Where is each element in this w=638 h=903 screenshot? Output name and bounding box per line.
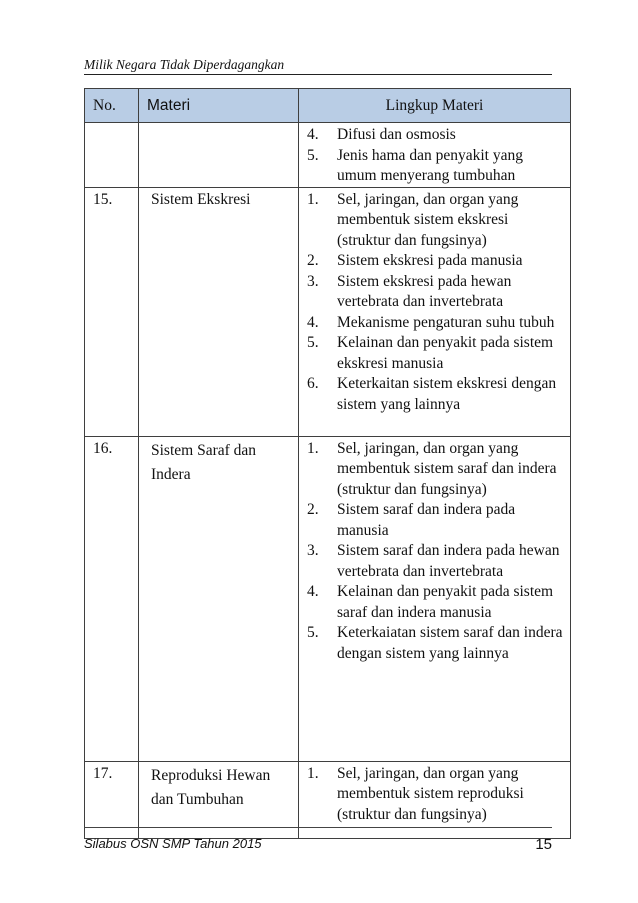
materi-text: Sistem Ekskresi [151, 190, 251, 208]
list-item [305, 500, 564, 541]
list-item-number: 2. [307, 252, 319, 269]
list-item-number: 1. [307, 439, 319, 457]
list-item-text: Difusi dan osmosis [337, 126, 456, 143]
row-number-cell: 17. [85, 761, 139, 838]
list-item-number: 4. [307, 583, 319, 600]
table-header-row [85, 89, 571, 123]
materi-cell [139, 436, 299, 761]
list-item [305, 313, 564, 334]
list-item-number: 2. [307, 501, 319, 518]
syllabus-table [84, 88, 571, 839]
list-item-text: Keterkaitan sistem ekskresi dengan sistem yang lainnya [337, 375, 557, 413]
column-header-lingkup-materi: Lingkup Materi [299, 89, 571, 123]
list-item-number: 1. [307, 190, 319, 208]
list-item [305, 764, 564, 826]
list-item-text: Kelainan dan penyakit pada sistem ekskresi manusia [337, 334, 554, 372]
materi-text: Sistem Saraf dan [151, 441, 257, 459]
row-number-cell: 16. [85, 436, 139, 761]
materi-cell [139, 123, 299, 188]
list-item-text: Sistem ekskresi pada manusia [337, 252, 523, 269]
materi-text: Reproduksi Hewan [151, 766, 271, 784]
page-number: 15 [535, 836, 552, 853]
list-item-text: Kelainan dan penyakit pada sistem saraf dan indera manusia [337, 583, 554, 621]
list-item [305, 272, 564, 313]
list-item-text: Sel, jaringan, dan organ yang membentuk sistem reproduksi (struktur dan fungsinya) [337, 764, 524, 823]
list-item-number: 4. [307, 126, 319, 143]
list-item-text: Sistem saraf dan indera pada manusia [337, 501, 516, 539]
footer-text: Silabus OSN SMP Tahun 2015 [84, 836, 262, 851]
row-number-cell [85, 123, 139, 188]
list-item-number: 1. [307, 764, 319, 782]
materi-text: Indera [151, 465, 191, 483]
page-footer [84, 827, 552, 851]
list-item-number: 4. [307, 313, 319, 331]
lingkup-list [305, 439, 564, 665]
table-row [85, 436, 571, 761]
list-item [305, 125, 564, 146]
materi-cell [139, 187, 299, 436]
lingkup-cell [299, 187, 571, 436]
list-item [305, 541, 564, 582]
table-row [85, 123, 571, 188]
list-item [305, 374, 564, 415]
column-header-no: No. [85, 89, 139, 123]
list-item-text: Keterkaiatan sistem saraf dan indera dengan sistem yang lainnya [337, 624, 563, 662]
list-item-number: 3. [307, 542, 319, 559]
list-item [305, 582, 564, 623]
lingkup-list [305, 125, 564, 187]
list-item-number: 3. [307, 272, 319, 290]
list-item [305, 146, 564, 187]
list-item-number: 5. [307, 146, 319, 164]
list-item-text: Jenis hama dan penyakit yang umum menyerang tumbuhan [337, 146, 523, 184]
row-number-cell: 15. [85, 187, 139, 436]
list-item-text: Mekanisme pengaturan suhu tubuh [337, 313, 555, 331]
list-item-text: Sistem ekskresi pada hewan vertebrata dan invertebrata [337, 272, 512, 310]
lingkup-list [305, 190, 564, 416]
list-item [305, 439, 564, 501]
list-item-number: 5. [307, 624, 319, 641]
lingkup-cell [299, 436, 571, 761]
column-header-materi: Materi [139, 89, 299, 123]
list-item-text: Sel, jaringan, dan organ yang membentuk sistem ekskresi (struktur dan fungsinya) [337, 190, 519, 249]
list-item [305, 333, 564, 374]
lingkup-list [305, 764, 564, 826]
list-item-text: Sistem saraf dan indera pada hewan vertebrata dan invertebrata [337, 542, 560, 580]
materi-text: dan Tumbuhan [151, 790, 244, 808]
table-row [85, 187, 571, 436]
list-item-number: 6. [307, 375, 319, 392]
list-item-number: 5. [307, 334, 319, 351]
list-item-text: Sel, jaringan, dan organ yang membentuk sistem saraf dan indera (struktur dan fungsinya) [337, 439, 557, 498]
header-note: Milik Negara Tidak Diperdagangkan [84, 56, 552, 75]
list-item [305, 623, 564, 664]
list-item [305, 251, 564, 272]
list-item [305, 190, 564, 252]
lingkup-cell [299, 123, 571, 188]
